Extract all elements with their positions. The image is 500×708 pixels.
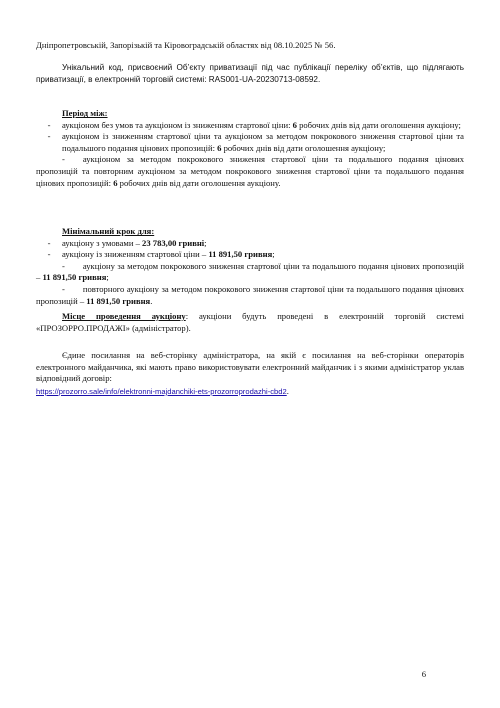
min-step-item-4-bold: 11 891,50 гривня (86, 295, 151, 306)
venue-label: Місце проведення аукціону (62, 311, 186, 321)
bullet-dash: - (47, 237, 51, 248)
period-item-2-bold: 6 (217, 142, 222, 153)
period-item-3-text: аукціоном за методом покрокового зниження стартової ціни та подальшого подання цінових пропозицій та повторним аукціоном за методом покрокового зниження стартової ціни та подальшого подання цінових пропозицій: (36, 154, 464, 188)
venue-paragraph (36, 311, 464, 334)
period-item-2-text: аукціоном із зниженням стартової ціни та аукціоном за методом покрокового зниження стартової ціни та подальшого подання цінових пропозицій: (62, 131, 464, 153)
top-line (36, 40, 464, 52)
period-item-2 (36, 131, 464, 154)
admin-link-url-line (36, 386, 464, 398)
min-step-item-3-text: аукціону за методом покрокового зниження стартової ціни та подальшого подання цінових пропозицій – (36, 260, 464, 283)
min-step-item-1-tail: ; (204, 237, 207, 248)
period-item-1-bold: 6 (292, 119, 297, 130)
bullet-dash: - (47, 131, 51, 142)
period-item-3-tail: робочих днів від дати оголошення аукціону. (117, 177, 281, 188)
min-step-item-3 (36, 261, 464, 284)
admin-link-text: Єдине посилання на веб-сторінку адміністратора, на якій є посилання на веб-сторінки операторів електронного майданчика, які мають право використовувати електронний майданчик і з якими адміністратор уклав відповідний договір: (36, 350, 464, 384)
min-step-item-4-tail: . (150, 295, 153, 306)
min-step-item-1 (36, 238, 464, 250)
period-item-3 (36, 154, 464, 189)
bullet-dash: - (62, 154, 65, 165)
admin-link-paragraph (36, 350, 464, 385)
min-step-heading: Мінімальний крок для: (62, 226, 155, 236)
min-step-item-4-text: повторного аукціону за методом покрокового зниження стартової ціни та подальшого подання цінових пропозицій – (36, 283, 464, 306)
top-line-text: Дніпропетровській, Запорізькій та Кіровоградській областях від 08.10.2025 № 56. (36, 40, 336, 50)
min-step-item-2 (36, 249, 464, 261)
bullet-dash: - (62, 260, 65, 271)
min-step-item-2-text: аукціону із зниженням стартової ціни – (62, 249, 209, 260)
period-item-1 (36, 120, 464, 132)
period-item-1-tail: робочих днів від дати оголошення аукціону; (296, 119, 461, 130)
prozorro-link[interactable]: https://prozorro.sale/info/elektronni-majdanchiki-ets-prozorroprodazhi-cbd2 (36, 387, 287, 396)
min-step-section (36, 226, 464, 307)
bullet-dash: - (47, 119, 51, 130)
bullet-dash: - (47, 249, 51, 260)
min-step-item-2-tail: ; (272, 249, 275, 260)
min-step-item-1-bold: 23 783,00 гривні (142, 237, 205, 248)
venue-text: : аукціони будуть проведені в електронній торговій системі «ПРОЗОРРО.ПРОДАЖІ» (адміністратор). (36, 311, 464, 333)
bullet-dash: - (62, 283, 65, 294)
min-step-item-2-bold: 11 891,50 гривня (208, 249, 273, 260)
unique-code-text: Унікальний код, присвоєний Об’єкту приватизації під час публікації переліку об’єктів, що підлягають приватизації, в електронній торговій системі: RAS001-UA-20230713-08592. (36, 63, 464, 84)
page-number: 6 (421, 669, 426, 679)
unique-code-paragraph (36, 62, 464, 85)
min-step-item-4 (36, 284, 464, 307)
period-item-3-bold: 6 (113, 177, 118, 188)
min-step-item-3-tail: ; (106, 272, 109, 283)
period-item-1-text: аукціоном без умов та аукціоном із зниженням стартової ціни: (62, 119, 293, 130)
period-section (36, 108, 464, 189)
admin-link-url-tail: . (286, 386, 289, 396)
min-step-item-3-bold: 11 891,50 гривня (42, 272, 107, 283)
period-heading: Період між: (62, 108, 108, 118)
period-item-2-tail: робочих днів від дати оголошення аукціону; (221, 142, 386, 153)
min-step-item-1-text: аукціону з умовами – (62, 237, 143, 248)
